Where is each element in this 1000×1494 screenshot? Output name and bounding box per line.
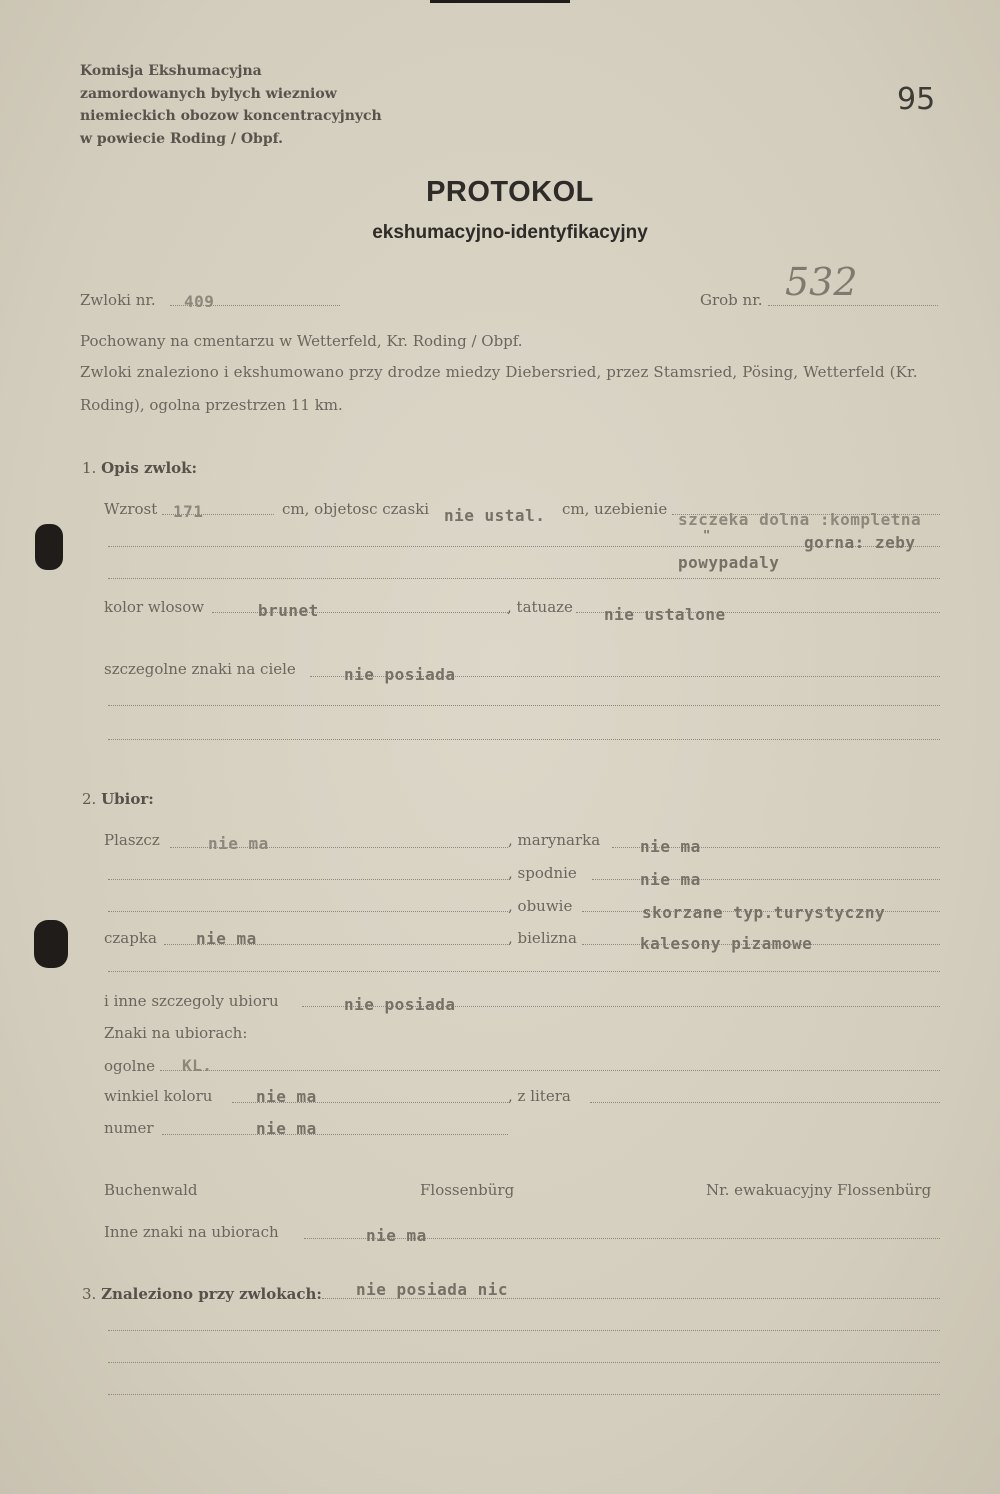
spodnie-left-line xyxy=(108,879,508,880)
ogolne-value: KL. xyxy=(182,1056,213,1075)
intro-line-3: Roding), ogolna przestrzen 11 km. xyxy=(80,396,343,414)
znaki-ciele-line-2 xyxy=(108,705,940,706)
inne-szczegoly-label: i inne szczegoly ubioru xyxy=(104,992,279,1010)
header-line-1: Komisja Ekshumacyjna xyxy=(80,63,262,79)
bielizna-line-2 xyxy=(108,971,940,972)
section3-number: 3. xyxy=(82,1285,97,1303)
uzebienie-value-3: powypadaly xyxy=(678,553,780,572)
numer-line xyxy=(162,1134,508,1135)
flossenburg-label: Flossenbürg xyxy=(420,1181,515,1199)
commission-header xyxy=(80,60,382,150)
section3-line-2 xyxy=(108,1330,940,1331)
uzebienie-value-2: gorna: zeby xyxy=(804,533,916,552)
plaszcz-value: nie ma xyxy=(208,834,269,853)
grob-line xyxy=(768,305,938,306)
punch-hole-top xyxy=(35,524,63,570)
marynarka-value: nie ma xyxy=(640,837,701,856)
grob-value: 532 xyxy=(785,260,858,304)
document-subtitle: ekshumacyjno-identyfikacyjny xyxy=(372,222,648,243)
spodnie-label: , spodnie xyxy=(508,864,577,882)
numer-label: numer xyxy=(104,1119,154,1137)
numer-value: nie ma xyxy=(256,1119,317,1138)
uzebienie-label: cm, uzebienie xyxy=(562,500,668,518)
header-line-3: niemieckich obozow koncentracyjnych xyxy=(80,108,382,124)
buchenwald-label: Buchenwald xyxy=(104,1181,198,1199)
inne-znaki-value: nie ma xyxy=(366,1226,427,1245)
ogolne-label: ogolne xyxy=(104,1057,155,1075)
bielizna-label: , bielizna xyxy=(508,929,577,947)
section3-line-3 xyxy=(108,1362,940,1363)
section1-number: 1. xyxy=(82,459,97,477)
winkiel-value: nie ma xyxy=(256,1087,317,1106)
plaszcz-label: Plaszcz xyxy=(104,831,160,849)
czaszka-label: cm, objetosc czaski xyxy=(282,500,430,518)
tatuaze-value: nie ustalone xyxy=(604,605,726,624)
obuwie-label: , obuwie xyxy=(508,897,573,915)
section3-heading xyxy=(82,1285,322,1303)
marynarka-label: , marynarka xyxy=(508,831,601,849)
znaki-ubiorach-label: Znaki na ubiorach: xyxy=(104,1024,248,1042)
tatuaze-label: , tatuaze xyxy=(507,598,573,616)
section2-number: 2. xyxy=(82,790,97,808)
obuwie-value: skorzane typ.turystyczny xyxy=(642,903,886,922)
section3-value: nie posiada nic xyxy=(356,1280,508,1299)
inne-znaki-label: Inne znaki na ubiorach xyxy=(104,1223,279,1241)
section2-title: Ubior: xyxy=(101,790,154,808)
bielizna-value: kalesony pizamowe xyxy=(640,934,813,953)
section1-heading xyxy=(82,459,197,477)
wzrost-label: Wzrost xyxy=(104,500,158,518)
wlosy-value: brunet xyxy=(258,601,319,620)
grob-label: Grob nr. xyxy=(700,291,763,309)
nr-ewakuacyjny-label: Nr. ewakuacyjny Flossenbürg xyxy=(706,1181,932,1199)
uzebienie-ditto: " xyxy=(703,528,711,542)
zwloki-value: 409 xyxy=(184,292,215,311)
zwloki-label: Zwloki nr. xyxy=(80,291,156,309)
inne-szczegoly-value: nie posiada xyxy=(344,995,456,1014)
wlosy-line xyxy=(212,612,510,613)
obuwie-left-line xyxy=(108,911,508,912)
uzebienie-line-3 xyxy=(108,578,940,579)
section3-line-4 xyxy=(108,1394,940,1395)
znaki-ciele-value: nie posiada xyxy=(344,665,456,684)
punch-hole-bottom xyxy=(34,920,68,968)
header-line-2: zamordowanych bylych wiezniow xyxy=(80,85,337,102)
intro-line-1: Pochowany na cmentarzu w Wetterfeld, Kr. Roding / Obpf. xyxy=(80,332,523,350)
page-number: 95 xyxy=(897,82,936,117)
section2-heading xyxy=(82,790,154,808)
wlosy-label: kolor wlosow xyxy=(104,598,205,616)
document-title: PROTOKOL xyxy=(426,176,594,208)
litera-line xyxy=(590,1102,940,1103)
uzebienie-value-1: szczeka dolna :kompletna xyxy=(678,510,922,529)
header-line-4: w powiecie Roding / Obpf. xyxy=(80,130,284,147)
top-edge-mark xyxy=(430,0,570,3)
znaki-ciele-label: szczegolne znaki na ciele xyxy=(104,660,296,678)
znaki-ciele-line-3 xyxy=(108,739,940,740)
winkiel-label: winkiel koloru xyxy=(104,1087,213,1105)
czaszka-value: nie ustal. xyxy=(444,506,546,525)
section1-title: Opis zwlok: xyxy=(101,459,198,477)
litera-label: , z litera xyxy=(508,1087,571,1105)
intro-line-2: Zwloki znaleziono i ekshumowano przy drodze miedzy Diebersried, przez Stamsried, Pösing, Wetterfeld (Kr. xyxy=(80,363,918,381)
czapka-label: czapka xyxy=(104,929,157,947)
wzrost-value: 171 xyxy=(173,502,204,521)
spodnie-value: nie ma xyxy=(640,870,701,889)
section3-title: Znaleziono przy zwlokach: xyxy=(101,1285,322,1303)
ogolne-line xyxy=(160,1070,940,1071)
czapka-value: nie ma xyxy=(196,929,257,948)
